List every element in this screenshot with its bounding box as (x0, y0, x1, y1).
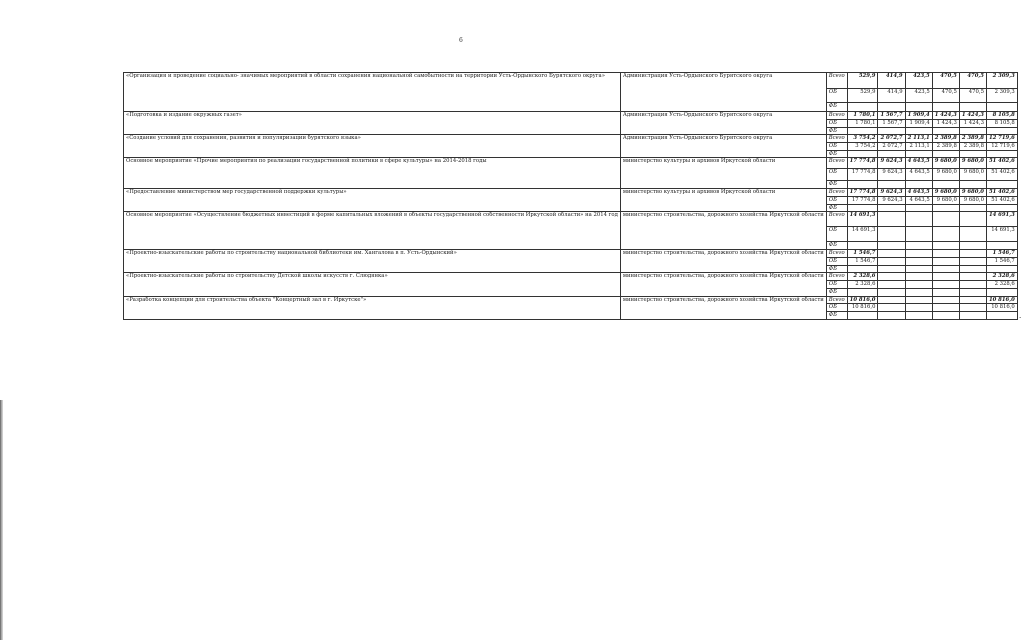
total-value: 14 691,3 (986, 212, 1017, 227)
year-value: 4 643,5 (905, 169, 932, 181)
budget-level: Всего (826, 158, 847, 169)
total-value: 14 691,3 (986, 227, 1017, 242)
budget-level: ФБ (826, 265, 847, 273)
table-row (124, 296, 1018, 304)
total-value: 8 105,8 (986, 119, 1017, 127)
year-value (847, 265, 878, 273)
year-value (959, 280, 986, 288)
year-value: 3 754,2 (847, 135, 878, 143)
activity-name: «Проектно-изыскательские работы по строительству Детской школы искусств г. Слюдянка» (124, 273, 621, 296)
table-row (124, 112, 1018, 120)
year-value: 1 546,7 (847, 250, 878, 258)
year-value (959, 273, 986, 281)
total-value: 8 105,8 (986, 112, 1017, 120)
budget-level: ОБ (826, 142, 847, 150)
year-value (905, 242, 932, 250)
year-value (959, 250, 986, 258)
year-value (905, 312, 932, 320)
year-value (878, 296, 905, 304)
year-value (905, 304, 932, 312)
executor: министерство культуры и архивов Иркутской области (620, 188, 826, 211)
year-value: 423,5 (905, 73, 932, 89)
table-row (124, 212, 1018, 227)
total-value: 51 402,6 (986, 188, 1017, 196)
year-value (847, 103, 878, 112)
year-value: 2 072,7 (878, 142, 905, 150)
year-value (878, 242, 905, 250)
year-value (878, 127, 905, 135)
table-row (124, 135, 1018, 143)
budget-level: ОБ (826, 227, 847, 242)
year-value: 1 424,3 (932, 112, 959, 120)
executor: Администрация Усть-Ордынского Бурятского округа (620, 73, 826, 112)
year-value (932, 296, 959, 304)
year-value: 9 680,0 (959, 188, 986, 196)
year-value (878, 212, 905, 227)
total-value (986, 312, 1017, 320)
total-value: 1 546,7 (986, 250, 1017, 258)
year-value: 470,5 (932, 89, 959, 103)
budget-level: ОБ (826, 119, 847, 127)
year-value (959, 127, 986, 135)
year-value: 14 691,3 (847, 227, 878, 242)
activity-name: «Проектно-изыскательские работы по строительству национальной библиотеки им. Хангалова в п. Усть-Ордынский» (124, 250, 621, 273)
total-value: 51 402,6 (986, 169, 1017, 181)
year-value (847, 127, 878, 135)
year-value (905, 150, 932, 158)
year-value: 414,9 (878, 89, 905, 103)
total-value (986, 181, 1017, 189)
budget-level: ФБ (826, 312, 847, 320)
total-value (986, 204, 1017, 212)
year-value (932, 288, 959, 296)
activity-name: Основное мероприятие «Осуществление бюджетных инвестиций в форме капитальных вложений в объекты государственной собственности Иркутской области» на 2014 год (124, 212, 621, 250)
table-row (124, 158, 1018, 169)
activity-name: «Создание условий для сохранения, развития и популяризации бурятского языка» (124, 135, 621, 158)
year-value: 1 780,1 (847, 112, 878, 120)
year-value (878, 181, 905, 189)
year-value: 10 816,0 (847, 304, 878, 312)
year-value (905, 280, 932, 288)
year-value: 9 680,0 (932, 188, 959, 196)
year-value (959, 212, 986, 227)
total-value (986, 242, 1017, 250)
budget-level: ФБ (826, 150, 847, 158)
year-value (905, 127, 932, 135)
year-value (905, 257, 932, 265)
year-value (932, 250, 959, 258)
executor: министерство строительства, дорожного хозяйства Иркутской области (620, 250, 826, 273)
year-value: 4 643,5 (905, 188, 932, 196)
total-value: 12 719,6 (986, 142, 1017, 150)
year-value: 9 624,3 (878, 169, 905, 181)
budget-level: Всего (826, 73, 847, 89)
year-value (847, 288, 878, 296)
year-value (932, 304, 959, 312)
budget-level: ОБ (826, 196, 847, 204)
total-value: 2 328,6 (986, 280, 1017, 288)
year-value: 1 546,7 (847, 257, 878, 265)
year-value (932, 257, 959, 265)
year-value (932, 150, 959, 158)
budget-level: ОБ (826, 280, 847, 288)
total-value (986, 127, 1017, 135)
year-value (878, 204, 905, 212)
budget-level: ФБ (826, 181, 847, 189)
total-value (986, 150, 1017, 158)
table-row (124, 188, 1018, 196)
budget-level: Всего (826, 212, 847, 227)
year-value (878, 250, 905, 258)
total-value: 10 816,0 (986, 304, 1017, 312)
year-value: 9 624,3 (878, 188, 905, 196)
budget-level: ФБ (826, 204, 847, 212)
year-value (932, 212, 959, 227)
scan-edge-artifact (0, 400, 3, 640)
year-value: 470,5 (959, 73, 986, 89)
year-value: 423,5 (905, 89, 932, 103)
budget-level: ФБ (826, 127, 847, 135)
year-value: 9 624,3 (878, 158, 905, 169)
year-value (905, 212, 932, 227)
year-value: 4 643,5 (905, 196, 932, 204)
year-value (878, 103, 905, 112)
year-value (905, 181, 932, 189)
budget-level: Всего (826, 296, 847, 304)
year-value (959, 288, 986, 296)
year-value: 529,9 (847, 89, 878, 103)
year-value (905, 288, 932, 296)
year-value (959, 304, 986, 312)
executor: министерство строительства, дорожного хозяйства Иркутской области (620, 212, 826, 250)
year-value (878, 273, 905, 281)
total-value: 51 402,6 (986, 196, 1017, 204)
activity-name: «Подготовка и издание окружных газет» (124, 112, 621, 135)
year-value: 17 774,8 (847, 169, 878, 181)
year-value (959, 242, 986, 250)
total-value: 1 546,7 (986, 257, 1017, 265)
year-value: 1 424,3 (959, 119, 986, 127)
year-value (932, 204, 959, 212)
year-value (878, 304, 905, 312)
year-value: 9 680,0 (932, 196, 959, 204)
year-value (878, 288, 905, 296)
budget-level: ОБ (826, 257, 847, 265)
year-value: 3 754,2 (847, 142, 878, 150)
year-value (847, 181, 878, 189)
budget-level: ОБ (826, 169, 847, 181)
year-value: 9 680,0 (932, 169, 959, 181)
activity-name: «Предоставление министерством мер государственной поддержки культуры» (124, 188, 621, 211)
year-value (905, 296, 932, 304)
year-value (932, 265, 959, 273)
executor: министерство строительства, дорожного хозяйства Иркутской области (620, 273, 826, 296)
year-value (878, 280, 905, 288)
budget-level: Всего (826, 273, 847, 281)
total-value (986, 265, 1017, 273)
year-value: 2 072,7 (878, 135, 905, 143)
year-value (905, 273, 932, 281)
year-value: 470,5 (959, 89, 986, 103)
year-value: 529,9 (847, 73, 878, 89)
year-value (959, 204, 986, 212)
budget-level: Всего (826, 188, 847, 196)
year-value (878, 257, 905, 265)
year-value: 1 567,7 (878, 119, 905, 127)
budget-level: ФБ (826, 242, 847, 250)
year-value (847, 204, 878, 212)
year-value (959, 296, 986, 304)
activity-name: «Разработка концепции для строительства объекта "Концертный зал в г. Иркутске"» (124, 296, 621, 319)
year-value: 2 113,1 (905, 142, 932, 150)
year-value: 17 774,8 (847, 196, 878, 204)
year-value (878, 265, 905, 273)
year-value: 2 328,6 (847, 280, 878, 288)
executor: министерство строительства, дорожного хозяйства Иркутской области (620, 296, 826, 319)
year-value (959, 181, 986, 189)
year-value: 9 680,0 (959, 169, 986, 181)
year-value (847, 312, 878, 320)
year-value: 1 909,4 (905, 119, 932, 127)
year-value (932, 181, 959, 189)
year-value: 9 680,0 (959, 158, 986, 169)
year-value (932, 312, 959, 320)
table-row (124, 273, 1018, 281)
budget-level: ФБ (826, 103, 847, 112)
budget-level: Всего (826, 250, 847, 258)
year-value: 9 624,3 (878, 196, 905, 204)
budget-table (123, 72, 1018, 320)
year-value (905, 204, 932, 212)
year-value: 1 567,7 (878, 112, 905, 120)
year-value: 1 780,1 (847, 119, 878, 127)
budget-level: ОБ (826, 304, 847, 312)
year-value: 2 328,6 (847, 273, 878, 281)
year-value: 4 643,5 (905, 158, 932, 169)
year-value: 2 389,8 (959, 135, 986, 143)
year-value (932, 273, 959, 281)
total-value: 12 719,6 (986, 135, 1017, 143)
total-value: 10 816,0 (986, 296, 1017, 304)
year-value (905, 250, 932, 258)
year-value: 1 424,3 (932, 119, 959, 127)
total-value: 51 402,6 (986, 158, 1017, 169)
year-value (959, 150, 986, 158)
budget-level: Всего (826, 112, 847, 120)
year-value (959, 257, 986, 265)
year-value (878, 312, 905, 320)
year-value (905, 227, 932, 242)
year-value (932, 280, 959, 288)
year-value: 1 424,3 (959, 112, 986, 120)
executor: министерство культуры и архивов Иркутской области (620, 158, 826, 189)
year-value: 14 691,3 (847, 212, 878, 227)
executor: Администрация Усть-Ордынского Бурятского округа (620, 112, 826, 135)
year-value (959, 227, 986, 242)
year-value: 17 774,8 (847, 188, 878, 196)
year-value: 2 389,8 (959, 142, 986, 150)
budget-level: ОБ (826, 89, 847, 103)
year-value: 17 774,8 (847, 158, 878, 169)
year-value: 2 113,1 (905, 135, 932, 143)
executor: Администрация Усть-Ордынского Бурятского округа (620, 135, 826, 158)
year-value: 10 816,0 (847, 296, 878, 304)
year-value (932, 127, 959, 135)
year-value: 2 389,8 (932, 142, 959, 150)
total-value: 2 309,3 (986, 89, 1017, 103)
year-value: 470,5 (932, 73, 959, 89)
year-value (959, 265, 986, 273)
total-value: 2 328,6 (986, 273, 1017, 281)
page-number: 6 (459, 37, 463, 44)
activity-name: Основное мероприятие «Прочие мероприятия по реализации государственной политики в сфере культуры» на 2014-2018 годы (124, 158, 621, 189)
year-value: 414,9 (878, 73, 905, 89)
table-row (124, 73, 1018, 89)
year-value: 1 909,4 (905, 112, 932, 120)
year-value: 9 680,0 (932, 158, 959, 169)
year-value (878, 227, 905, 242)
budget-level: ФБ (826, 288, 847, 296)
year-value (847, 242, 878, 250)
budget-level: Всего (826, 135, 847, 143)
year-value (932, 103, 959, 112)
year-value (932, 227, 959, 242)
year-value (905, 265, 932, 273)
year-value: 9 680,0 (959, 196, 986, 204)
year-value (847, 150, 878, 158)
year-value (959, 103, 986, 112)
total-value (986, 103, 1017, 112)
year-value: 2 389,8 (932, 135, 959, 143)
year-value (878, 150, 905, 158)
year-value (959, 312, 986, 320)
table-row (124, 250, 1018, 258)
year-value (932, 242, 959, 250)
total-value: 2 309,3 (986, 73, 1017, 89)
activity-name: «Организация и проведение социально- значимых мероприятий в области сохранения национальной самобытности на территории Усть-Ордынского Бурятского округа» (124, 73, 621, 112)
year-value (905, 103, 932, 112)
total-value (986, 288, 1017, 296)
